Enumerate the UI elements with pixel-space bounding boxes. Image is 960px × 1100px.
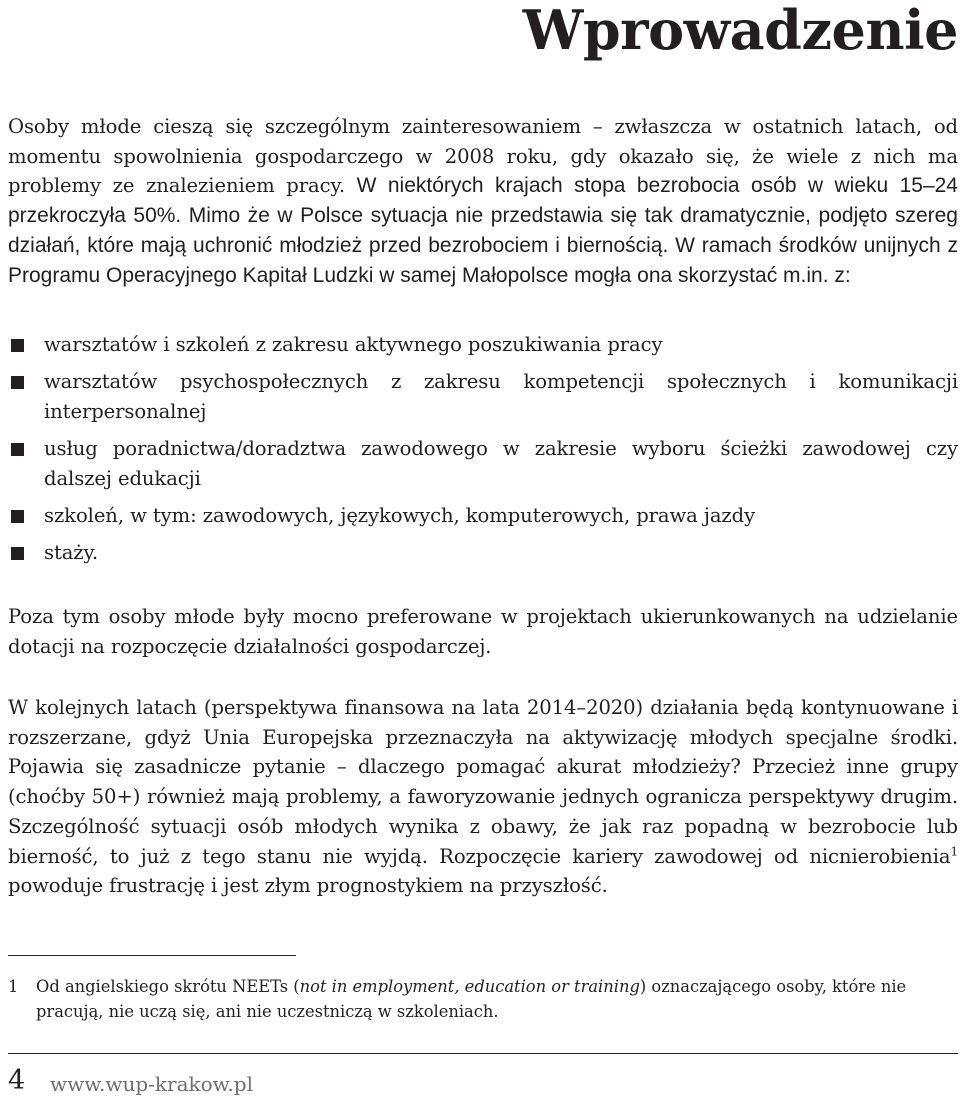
page-number: 4: [8, 1065, 26, 1096]
list-item: [8, 434, 958, 494]
list-item-text: usług poradnictwa/doradztwa zawodowego w zakresie wyboru ścieżki zawodowej czy dalszej edukacji: [44, 437, 958, 490]
list-item: [8, 538, 958, 568]
list-item-text: warsztatów psychospołecznych z zakresu kompetencji społecznych i komunikacji interpersonalnej: [44, 370, 958, 423]
page-title: Wprowadzenie: [522, 0, 958, 62]
intro-paragraph-part-2: W niektórych krajach stopa bezrobocia osób w wieku 15–24 przekroczyła 50%. Mimo że w Polsce sytuacja nie przedstawia się tak dramatycznie, podjęto szereg działań, które mają uchronić młodzież przed bezrobociem i biernością. W ramach środków unijnych z Programu Operacyjnego Kapitał Ludzki w samej Małopolsce mogła ona skorzystać m.in. z:: [8, 174, 958, 287]
footnote-reference: 1: [950, 843, 958, 858]
footnote-text-after: ) oznaczającego osoby, które nie pracują, nie uczą się, ani nie uczestniczą w szkoleniach.: [36, 977, 907, 1021]
square-bullet-icon: [11, 339, 24, 352]
footnote-divider: [8, 955, 296, 956]
footnote: [8, 974, 958, 1024]
list-item: [8, 501, 958, 531]
preference-paragraph: Poza tym osoby młode były mocno preferowane w projektach ukierunkowanych na udzielanie dotacji na rozpoczęcie działalności gospodarczej.: [8, 605, 958, 658]
website-link[interactable]: www.wup-krakow.pl: [50, 1072, 253, 1096]
perspective-paragraph-tail: powoduje frustrację i jest złym prognostykiem na przyszłość.: [8, 874, 608, 898]
intro-paragraph-part-1: Osoby młode cieszą się szczególnym zainteresowaniem – zwłaszcza w ostatnich latach, od momentu spowolnienia gospodarczego w 2008 roku, gdy okazało się, że wiele z nich ma problemy ze znalezieniem pracy.: [8, 115, 958, 198]
list-item-text: warsztatów i szkoleń z zakresu aktywnego poszukiwania pracy: [44, 333, 663, 356]
list-item-text: staży.: [44, 541, 99, 564]
footnote-text-italic: not in employment, education or training: [299, 977, 640, 996]
square-bullet-icon: [11, 376, 24, 389]
square-bullet-icon: [11, 547, 24, 560]
list-item-text: szkoleń, w tym: zawodowych, językowych, komputerowych, prawa jazdy: [44, 504, 756, 527]
perspective-paragraph: [8, 693, 958, 901]
perspective-paragraph-text: W kolejnych latach (perspektywa finansowa na lata 2014–2020) działania będą kontynuowane i rozszerzane, gdyż Unia Europejska przeznaczyła na aktywizację młodych specjalne środki. Pojawia się zasadnicze pytanie – dlaczego pomagać akurat młodzieży? Przecież inne grupy (choćby 50+) również mają problemy, a faworyzowanie jednych ogranicza perspektywy drugim. Szczególność sytuacji osób młodych wynika z obawy, że jak raz popadną w bezrobocie lub bierność, to już z tego stanu nie wyjdą. Rozpoczęcie kariery zawodowej od nicnierobienia: [8, 696, 958, 868]
footnote-text-before: Od angielskiego skrótu NEETs (: [36, 977, 300, 996]
list-item: [8, 330, 958, 360]
intro-paragraph: [8, 112, 958, 290]
footnote-number: 1: [8, 977, 19, 996]
support-list: [8, 330, 958, 568]
square-bullet-icon: [11, 510, 24, 523]
footnote-text: [36, 974, 958, 1024]
square-bullet-icon: [11, 443, 24, 456]
list-item: [8, 367, 958, 427]
footer-divider: [8, 1053, 958, 1054]
